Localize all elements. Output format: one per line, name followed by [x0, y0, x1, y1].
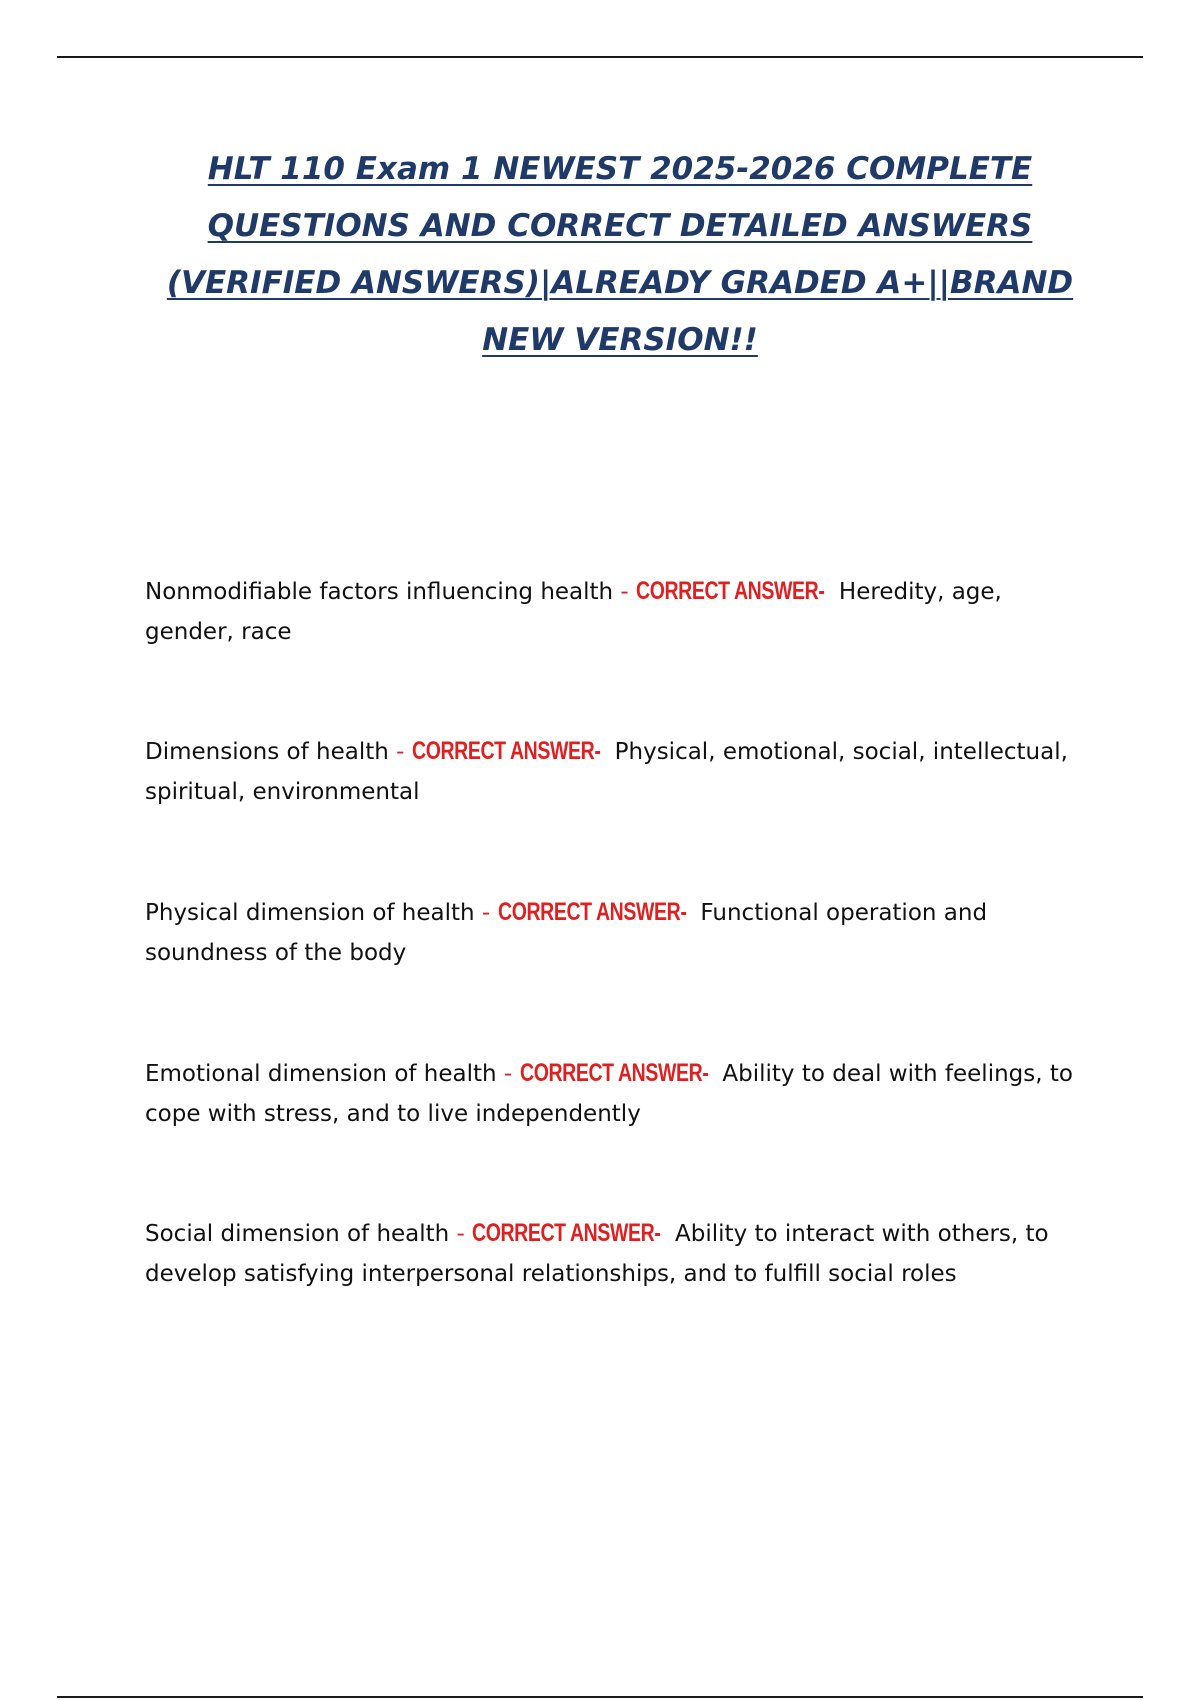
answer-separator: -: [613, 579, 637, 605]
qa-item: [145, 1053, 1085, 1134]
qa-item: [145, 892, 1085, 973]
correct-answer-label: CORRECT ANSWER-: [472, 1219, 661, 1247]
qa-item: [145, 571, 1085, 652]
answer-separator: -: [496, 1061, 520, 1087]
correct-answer-label: CORRECT ANSWER-: [411, 737, 601, 765]
top-rule: [57, 56, 1143, 58]
question-term: Emotional dimension of health: [145, 1061, 497, 1087]
correct-answer-label: CORRECT ANSWER-: [497, 898, 686, 926]
answer-separator: -: [388, 739, 412, 765]
answer-text: Physical, emotional, social, intellectual, spiritual, environmental: [145, 739, 1068, 805]
correct-answer-label: CORRECT ANSWER-: [636, 577, 825, 605]
title-line: NEW VERSION!!: [482, 322, 758, 358]
answer-separator: -: [449, 1221, 473, 1247]
qa-item: [145, 731, 1085, 812]
answer-text: Functional operation and soundness of the body: [145, 900, 988, 966]
title-line: QUESTIONS AND CORRECT DETAILED ANSWERS: [207, 208, 1033, 244]
question-term: Physical dimension of health: [145, 900, 475, 926]
title-line: HLT 110 Exam 1 NEWEST 2025-2026 COMPLETE: [207, 151, 1033, 187]
title-line: (VERIFIED ANSWERS)|ALREADY GRADED A+||BRAND: [166, 265, 1074, 301]
question-term: Nonmodifiable factors influencing health: [145, 579, 614, 605]
qa-item: [145, 1213, 1085, 1294]
question-term: Dimensions of health: [145, 739, 389, 765]
bottom-rule: [57, 1696, 1143, 1698]
question-term: Social dimension of health: [145, 1221, 450, 1247]
answer-separator: -: [474, 900, 498, 926]
answer-text: Ability to interact with others, to develop satisfying interpersonal relationships, and to fulfill social roles: [145, 1221, 1049, 1287]
document-title: [130, 141, 1110, 369]
answer-text: Heredity, age, gender, race: [145, 579, 1002, 645]
correct-answer-label: CORRECT ANSWER-: [519, 1059, 708, 1087]
answer-text: Ability to deal with feelings, to cope with stress, and to live independently: [145, 1061, 1073, 1127]
